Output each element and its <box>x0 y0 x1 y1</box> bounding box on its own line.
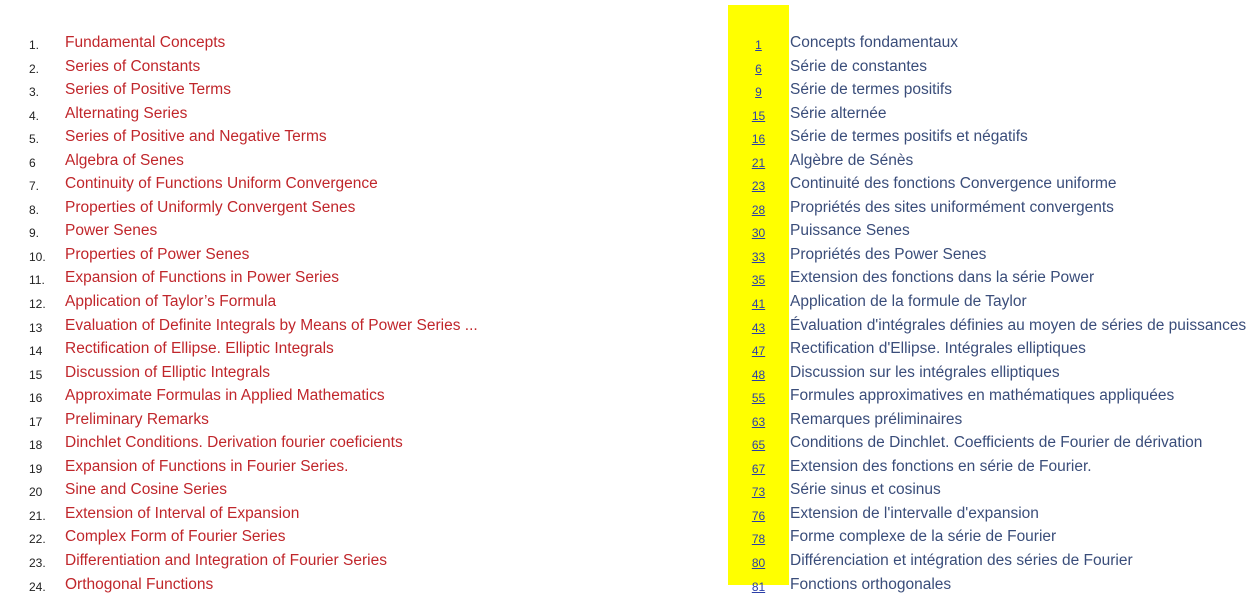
toc-item-title-french: Conditions de Dinchlet. Coefficients de Fourier de dérivation <box>790 434 1203 452</box>
toc-item-title-english: Properties of Power Senes <box>65 245 250 263</box>
toc-item-title-english: Continuity of Functions Uniform Convergence <box>65 175 378 193</box>
toc-row <box>0 362 1251 386</box>
toc-item-title-english: Expansion of Functions in Power Series <box>65 269 339 287</box>
toc-row <box>0 32 1251 56</box>
toc-item-number: 12. <box>29 297 46 312</box>
toc-item-number: 10. <box>29 249 46 264</box>
toc-item-title-french: Formules approximatives en mathématiques appliquées <box>790 387 1175 405</box>
toc-row <box>0 409 1251 433</box>
toc-item-title-english: Complex Form of Fourier Series <box>65 528 286 546</box>
toc-item-page-link[interactable]: 33 <box>751 249 766 264</box>
toc-item-title-english: Series of Positive Terms <box>65 81 231 99</box>
toc-item-page-link[interactable]: 47 <box>751 344 766 359</box>
toc-item-page-link[interactable]: 30 <box>751 226 766 241</box>
toc-item-title-english: Approximate Formulas in Applied Mathematics <box>65 387 385 405</box>
toc-item-number: 20 <box>29 485 43 500</box>
toc-item-title-french: Série de constantes <box>790 57 928 75</box>
toc-row <box>0 574 1251 597</box>
toc-item-page-link[interactable]: 41 <box>751 297 766 312</box>
toc-item-title-english: Fundamental Concepts <box>65 34 226 51</box>
toc-item-number: 8. <box>29 202 40 217</box>
toc-item-title-french: Série sinus et cosinus <box>790 481 941 499</box>
toc-item-number: 14 <box>29 344 43 359</box>
toc-item-title-french: Série de termes positifs <box>790 81 952 99</box>
toc-item-page-link[interactable]: 43 <box>751 320 766 335</box>
toc-row <box>0 526 1251 550</box>
toc-row <box>0 126 1251 150</box>
toc-item-number: 2. <box>29 61 40 76</box>
toc-item-title-french: Rectification d'Ellipse. Intégrales elliptiques <box>790 340 1086 358</box>
toc-item-title-english: Power Senes <box>65 222 158 240</box>
toc-item-title-french: Extension des fonctions dans la série Power <box>790 269 1095 287</box>
toc-item-page-link[interactable]: 67 <box>751 461 766 476</box>
toc-item-title-french: Remarques préliminaires <box>790 410 963 428</box>
toc-item-page-link[interactable]: 78 <box>751 532 766 547</box>
toc-item-title-french: Évaluation d'intégrales définies au moyen de séries de puissances <box>790 316 1247 334</box>
toc-item-number: 7. <box>29 179 40 194</box>
toc-item-number: 18 <box>29 438 43 453</box>
toc-item-title-english: Dinchlet Conditions. Derivation fourier coeficients <box>65 434 403 452</box>
toc-item-title-french: Application de la formule de Taylor <box>790 293 1027 311</box>
toc-item-title-english: Sine and Cosine Series <box>65 481 227 499</box>
toc-item-title-french: Série alternée <box>790 104 887 122</box>
toc-item-title-english: Properties of Uniformly Convergent Senes <box>65 198 356 216</box>
toc-item-title-french: Propriétés des sites uniformément convergents <box>790 198 1114 216</box>
toc-item-number: 13 <box>29 320 43 335</box>
toc-item-page-link[interactable]: 23 <box>751 179 766 194</box>
toc-item-title-french: Algèbre de Sénès <box>790 151 914 169</box>
toc-item-number: 4. <box>29 108 40 123</box>
table-of-contents <box>0 32 1251 597</box>
toc-row <box>0 479 1251 503</box>
toc-item-title-english: Series of Positive and Negative Terms <box>65 128 327 146</box>
toc-item-title-french: Série de termes positifs et négatifs <box>790 128 1028 146</box>
toc-item-number: 1. <box>29 38 40 52</box>
toc-item-title-english: Evaluation of Definite Integrals by Means of Power Series ... <box>65 316 478 334</box>
toc-row <box>0 338 1251 362</box>
toc-item-page-link[interactable]: 81 <box>751 579 766 594</box>
toc-item-page-link[interactable]: 15 <box>751 108 766 123</box>
toc-row <box>0 267 1251 291</box>
toc-item-page-link[interactable]: 76 <box>751 508 766 523</box>
toc-item-number: 21. <box>29 508 46 523</box>
toc-item-title-english: Alternating Series <box>65 104 188 122</box>
toc-item-title-french: Extension des fonctions en série de Fourier. <box>790 457 1092 475</box>
toc-item-title-english: Discussion of Elliptic Integrals <box>65 363 271 381</box>
toc-row <box>0 103 1251 127</box>
toc-item-title-english: Algebra of Senes <box>65 151 184 169</box>
toc-item-page-link[interactable]: 65 <box>751 438 766 453</box>
toc-item-page-link[interactable]: 21 <box>751 155 766 170</box>
toc-item-page-link[interactable]: 1 <box>755 38 762 52</box>
toc-item-title-english: Series of Constants <box>65 57 201 75</box>
toc-item-title-french: Puissance Senes <box>790 222 910 240</box>
toc-item-number: 23. <box>29 556 46 571</box>
toc-item-number: 16 <box>29 391 43 406</box>
toc-item-number: 3. <box>29 85 40 100</box>
toc-item-number: 6 <box>29 155 36 170</box>
toc-row <box>0 220 1251 244</box>
toc-item-number: 9. <box>29 226 40 241</box>
toc-item-page-link[interactable]: 6 <box>755 61 762 76</box>
toc-item-title-french: Continuité des fonctions Convergence uniforme <box>790 175 1117 193</box>
toc-row <box>0 244 1251 268</box>
toc-row <box>0 385 1251 409</box>
toc-row <box>0 150 1251 174</box>
toc-item-title-english: Rectification of Ellipse. Elliptic Integrals <box>65 340 334 358</box>
toc-item-title-french: Extension de l'intervalle d'expansion <box>790 504 1039 522</box>
toc-item-page-link[interactable]: 80 <box>751 556 766 571</box>
toc-item-page-link[interactable]: 48 <box>751 367 766 382</box>
toc-item-number: 24. <box>29 579 46 594</box>
toc-row <box>0 173 1251 197</box>
toc-row <box>0 550 1251 574</box>
toc-item-title-english: Orthogonal Functions <box>65 575 214 593</box>
toc-item-page-link[interactable]: 35 <box>751 273 766 288</box>
toc-item-page-link[interactable]: 9 <box>755 85 762 100</box>
toc-item-title-english: Extension of Interval of Expansion <box>65 504 300 522</box>
toc-item-title-french: Propriétés des Power Senes <box>790 245 987 263</box>
toc-item-title-french: Discussion sur les intégrales elliptiques <box>790 363 1060 381</box>
toc-row <box>0 503 1251 527</box>
toc-item-number: 22. <box>29 532 46 547</box>
toc-item-title-english: Application of Taylor’s Formula <box>65 293 277 311</box>
toc-item-title-english: Expansion of Functions in Fourier Series. <box>65 457 349 475</box>
toc-item-number: 11. <box>29 273 45 288</box>
toc-item-number: 19 <box>29 461 43 476</box>
toc-item-title-french: Fonctions orthogonales <box>790 575 952 593</box>
toc-row <box>0 432 1251 456</box>
toc-item-title-french: Concepts fondamentaux <box>790 34 959 51</box>
toc-row <box>0 291 1251 315</box>
toc-item-page-link[interactable]: 28 <box>751 202 766 217</box>
toc-item-number: 5. <box>29 132 40 147</box>
toc-row <box>0 456 1251 480</box>
toc-item-number: 17 <box>29 414 43 429</box>
toc-item-page-link[interactable]: 55 <box>751 391 766 406</box>
toc-row <box>0 315 1251 339</box>
toc-item-title-english: Differentiation and Integration of Fourier Series <box>65 552 387 570</box>
toc-row <box>0 197 1251 221</box>
toc-item-page-link[interactable]: 16 <box>751 132 766 147</box>
toc-item-title-french: Différenciation et intégration des séries de Fourier <box>790 552 1133 570</box>
toc-row <box>0 56 1251 80</box>
toc-item-page-link[interactable]: 63 <box>751 414 766 429</box>
toc-item-title-french: Forme complexe de la série de Fourier <box>790 528 1057 546</box>
toc-item-title-english: Preliminary Remarks <box>65 410 209 428</box>
toc-item-page-link[interactable]: 73 <box>751 485 766 500</box>
toc-item-number: 15 <box>29 367 43 382</box>
toc-row <box>0 79 1251 103</box>
